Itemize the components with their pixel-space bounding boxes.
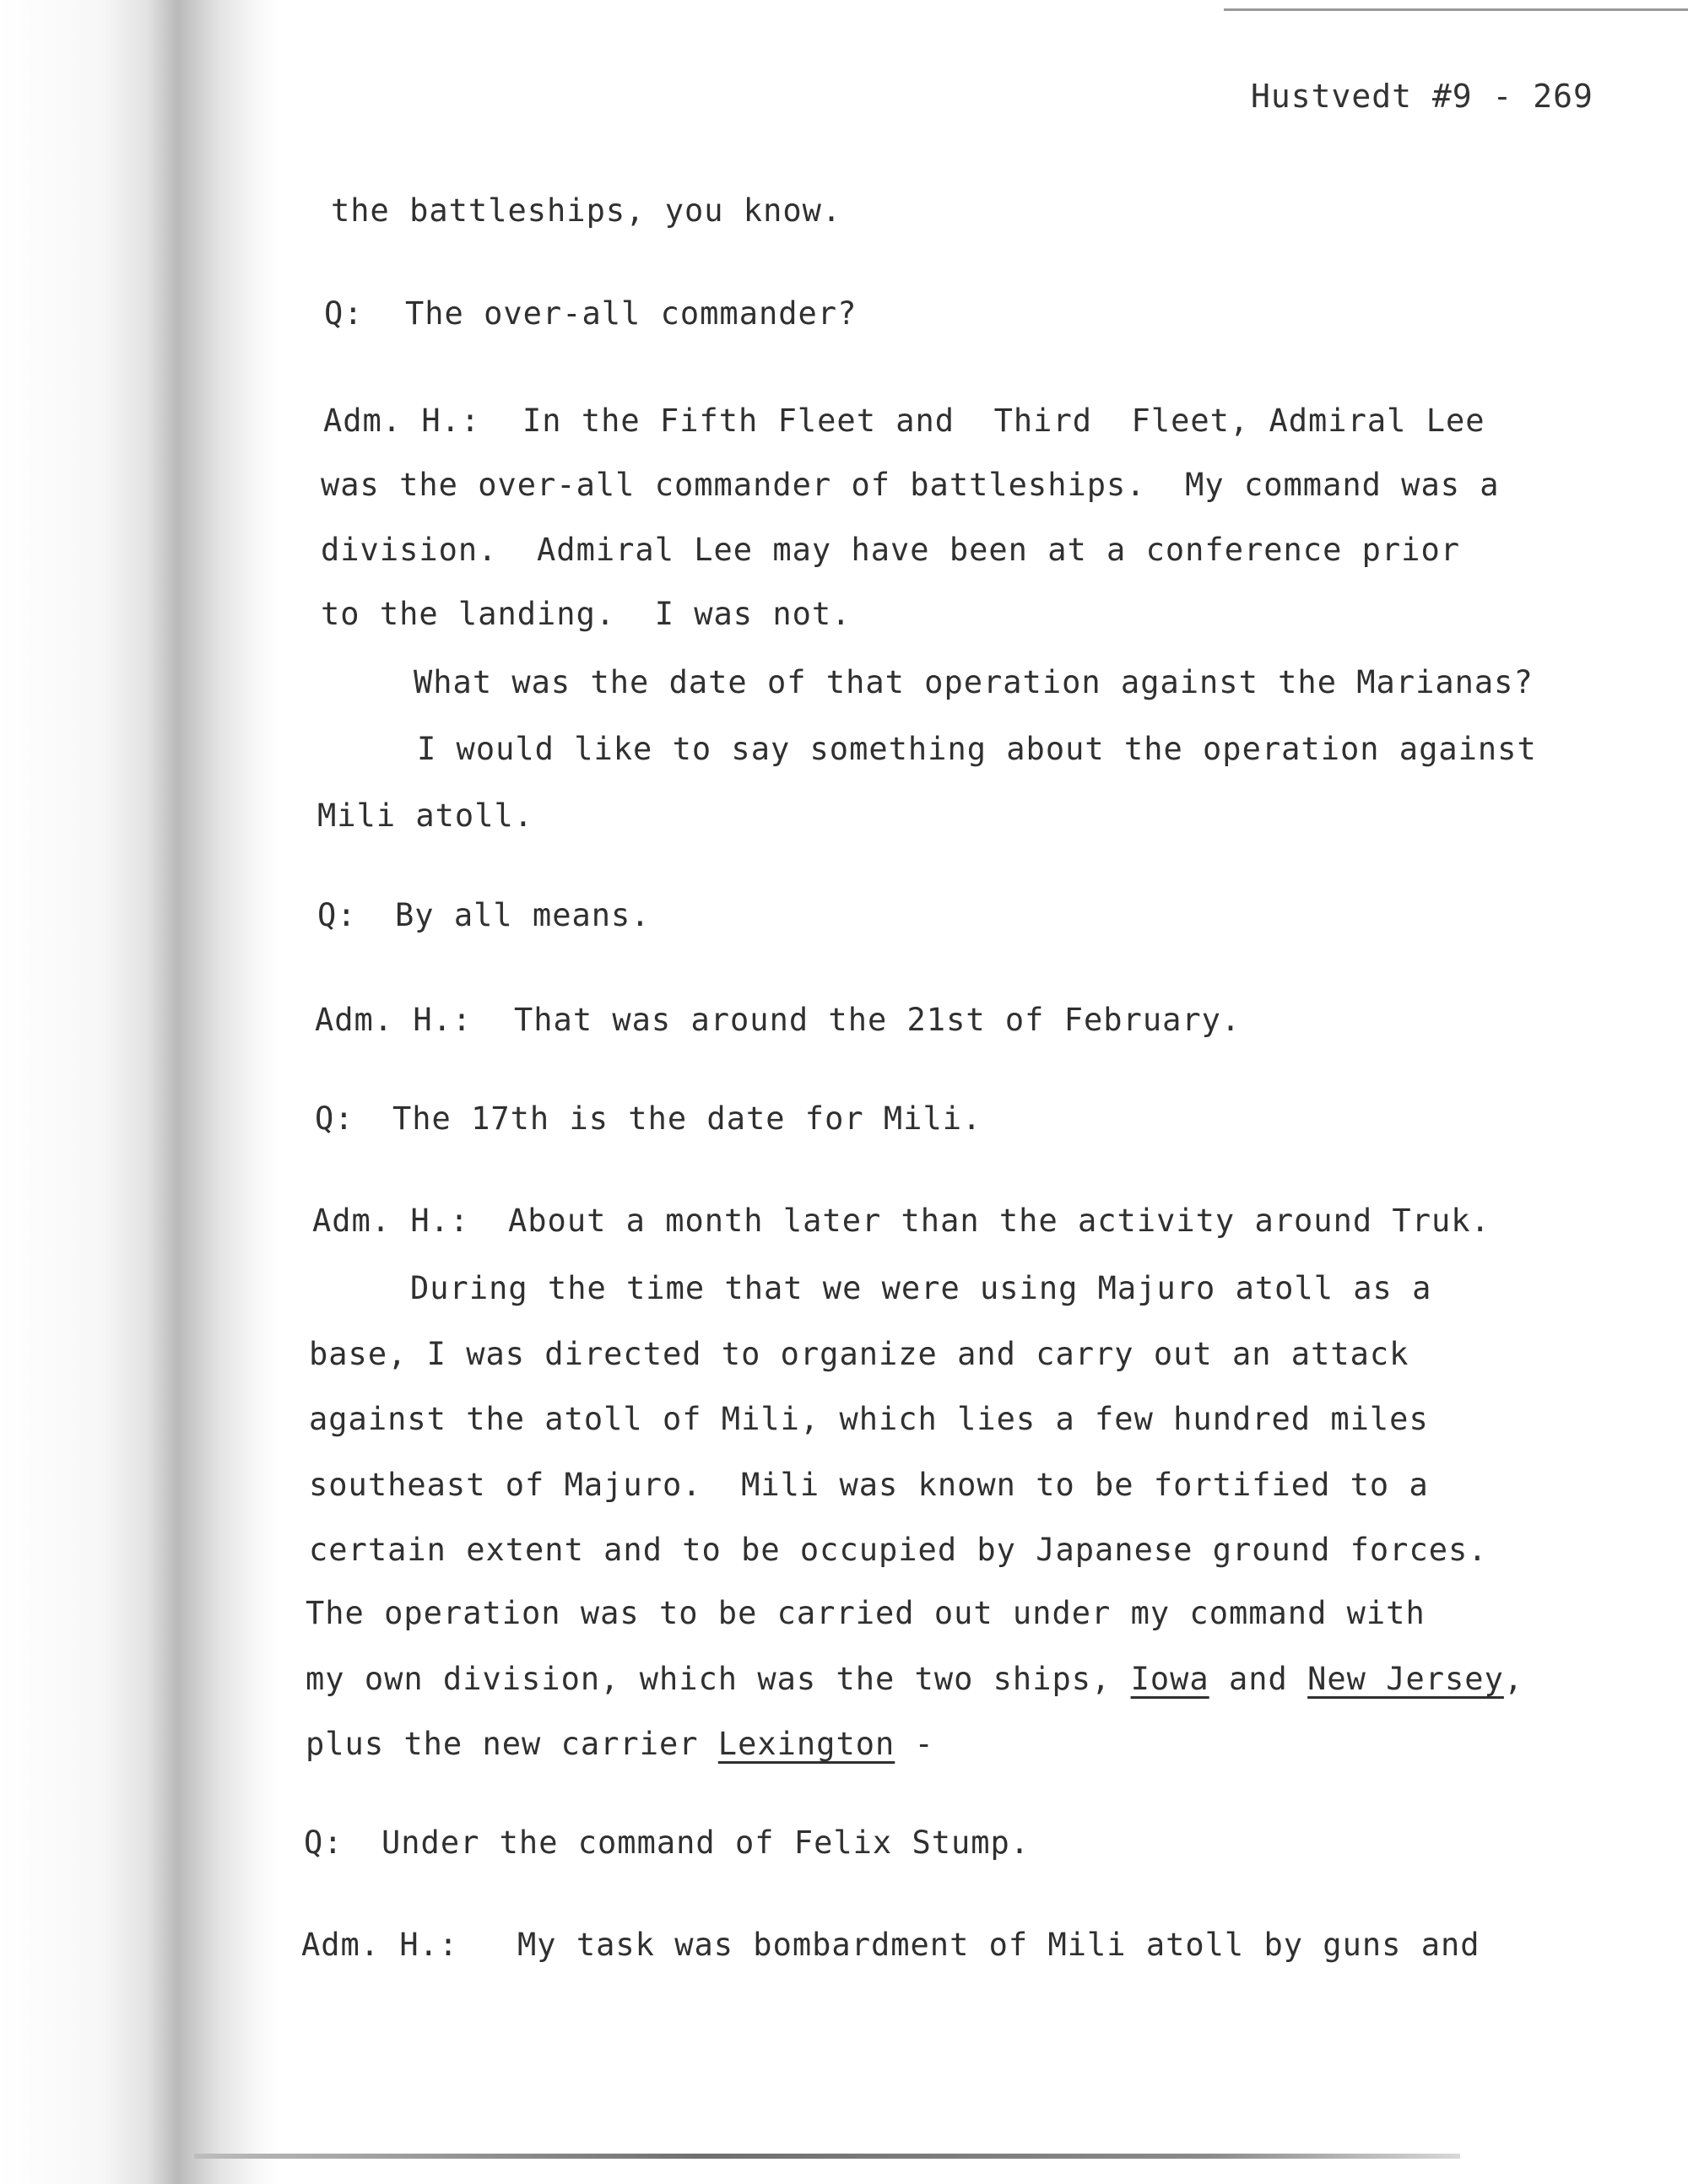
text-line: Mili atoll.	[317, 797, 534, 834]
text-line: The operation was to be carried out under my command with	[306, 1595, 1426, 1631]
speaker-label: Q:	[317, 897, 357, 933]
speaker-label: Adm. H.:	[323, 403, 481, 439]
text-line: against the atoll of Mili, which lies a few hundred miles	[309, 1401, 1429, 1437]
text-segment: ,	[1503, 1661, 1524, 1697]
question-text: By all means.	[395, 897, 651, 933]
text-line: I would like to say something about the operation against	[417, 731, 1537, 767]
answer-line	[315, 1002, 1241, 1038]
page-label: Hustvedt #9 - 269	[1251, 78, 1593, 115]
answer-text: That was around the 21st of February.	[514, 1002, 1242, 1038]
text-line: What was the date of that operation against the Marianas?	[414, 664, 1534, 700]
text-line: to the landing. I was not.	[321, 596, 852, 632]
text-line	[306, 1661, 1523, 1697]
ship-name-new-jersey: New Jersey	[1307, 1661, 1504, 1697]
speaker-label: Adm. H.:	[315, 1002, 473, 1038]
text-line	[306, 1726, 934, 1762]
question-line	[324, 295, 857, 332]
speaker-label: Adm. H.:	[301, 1927, 459, 1963]
text-line: division. Admiral Lee may have been at a conference prior	[321, 532, 1461, 568]
answer-text: About a month later than the activity around Truk.	[508, 1203, 1491, 1239]
answer-line	[323, 403, 1485, 439]
answer-text: My task was bombardment of Mili atoll by guns and	[517, 1927, 1480, 1963]
question-text: Under the command of Felix Stump.	[381, 1825, 1031, 1861]
text-line: the battleships, you know.	[331, 192, 842, 229]
answer-line	[312, 1203, 1491, 1239]
binding-shadow	[0, 0, 279, 2184]
question-line	[317, 897, 651, 933]
text-line: base, I was directed to organize and carry out an attack	[309, 1336, 1409, 1372]
speaker-label: Q:	[324, 295, 364, 332]
text-line: certain extent and to be occupied by Japanese ground forces.	[309, 1532, 1488, 1568]
speaker-label: Adm. H.:	[312, 1203, 470, 1239]
page-top-edge	[1224, 8, 1688, 11]
text-segment: my own division, which was the two ships,	[306, 1661, 1131, 1697]
text-segment: plus the new carrier	[306, 1726, 718, 1762]
answer-text: In the Fifth Fleet and Third Fleet, Admiral Lee	[522, 403, 1485, 439]
question-line	[304, 1825, 1030, 1861]
question-line	[315, 1100, 982, 1137]
ship-name-iowa: Iowa	[1130, 1661, 1209, 1697]
question-text: The over-all commander?	[405, 295, 858, 332]
text-segment: and	[1209, 1661, 1308, 1697]
text-line: southeast of Majuro. Mili was known to be fortified to a	[309, 1467, 1429, 1503]
answer-line	[301, 1927, 1480, 1963]
page-bottom-edge	[194, 2154, 1460, 2159]
text-segment: -	[895, 1726, 934, 1762]
ship-name-lexington: Lexington	[717, 1726, 895, 1762]
text-line: During the time that we were using Majuro atoll as a	[410, 1270, 1432, 1306]
speaker-label: Q:	[304, 1825, 344, 1861]
text-line: was the over-all commander of battleships. My command was a	[321, 467, 1500, 503]
question-text: The 17th is the date for Mili.	[392, 1100, 982, 1137]
speaker-label: Q:	[315, 1100, 354, 1137]
